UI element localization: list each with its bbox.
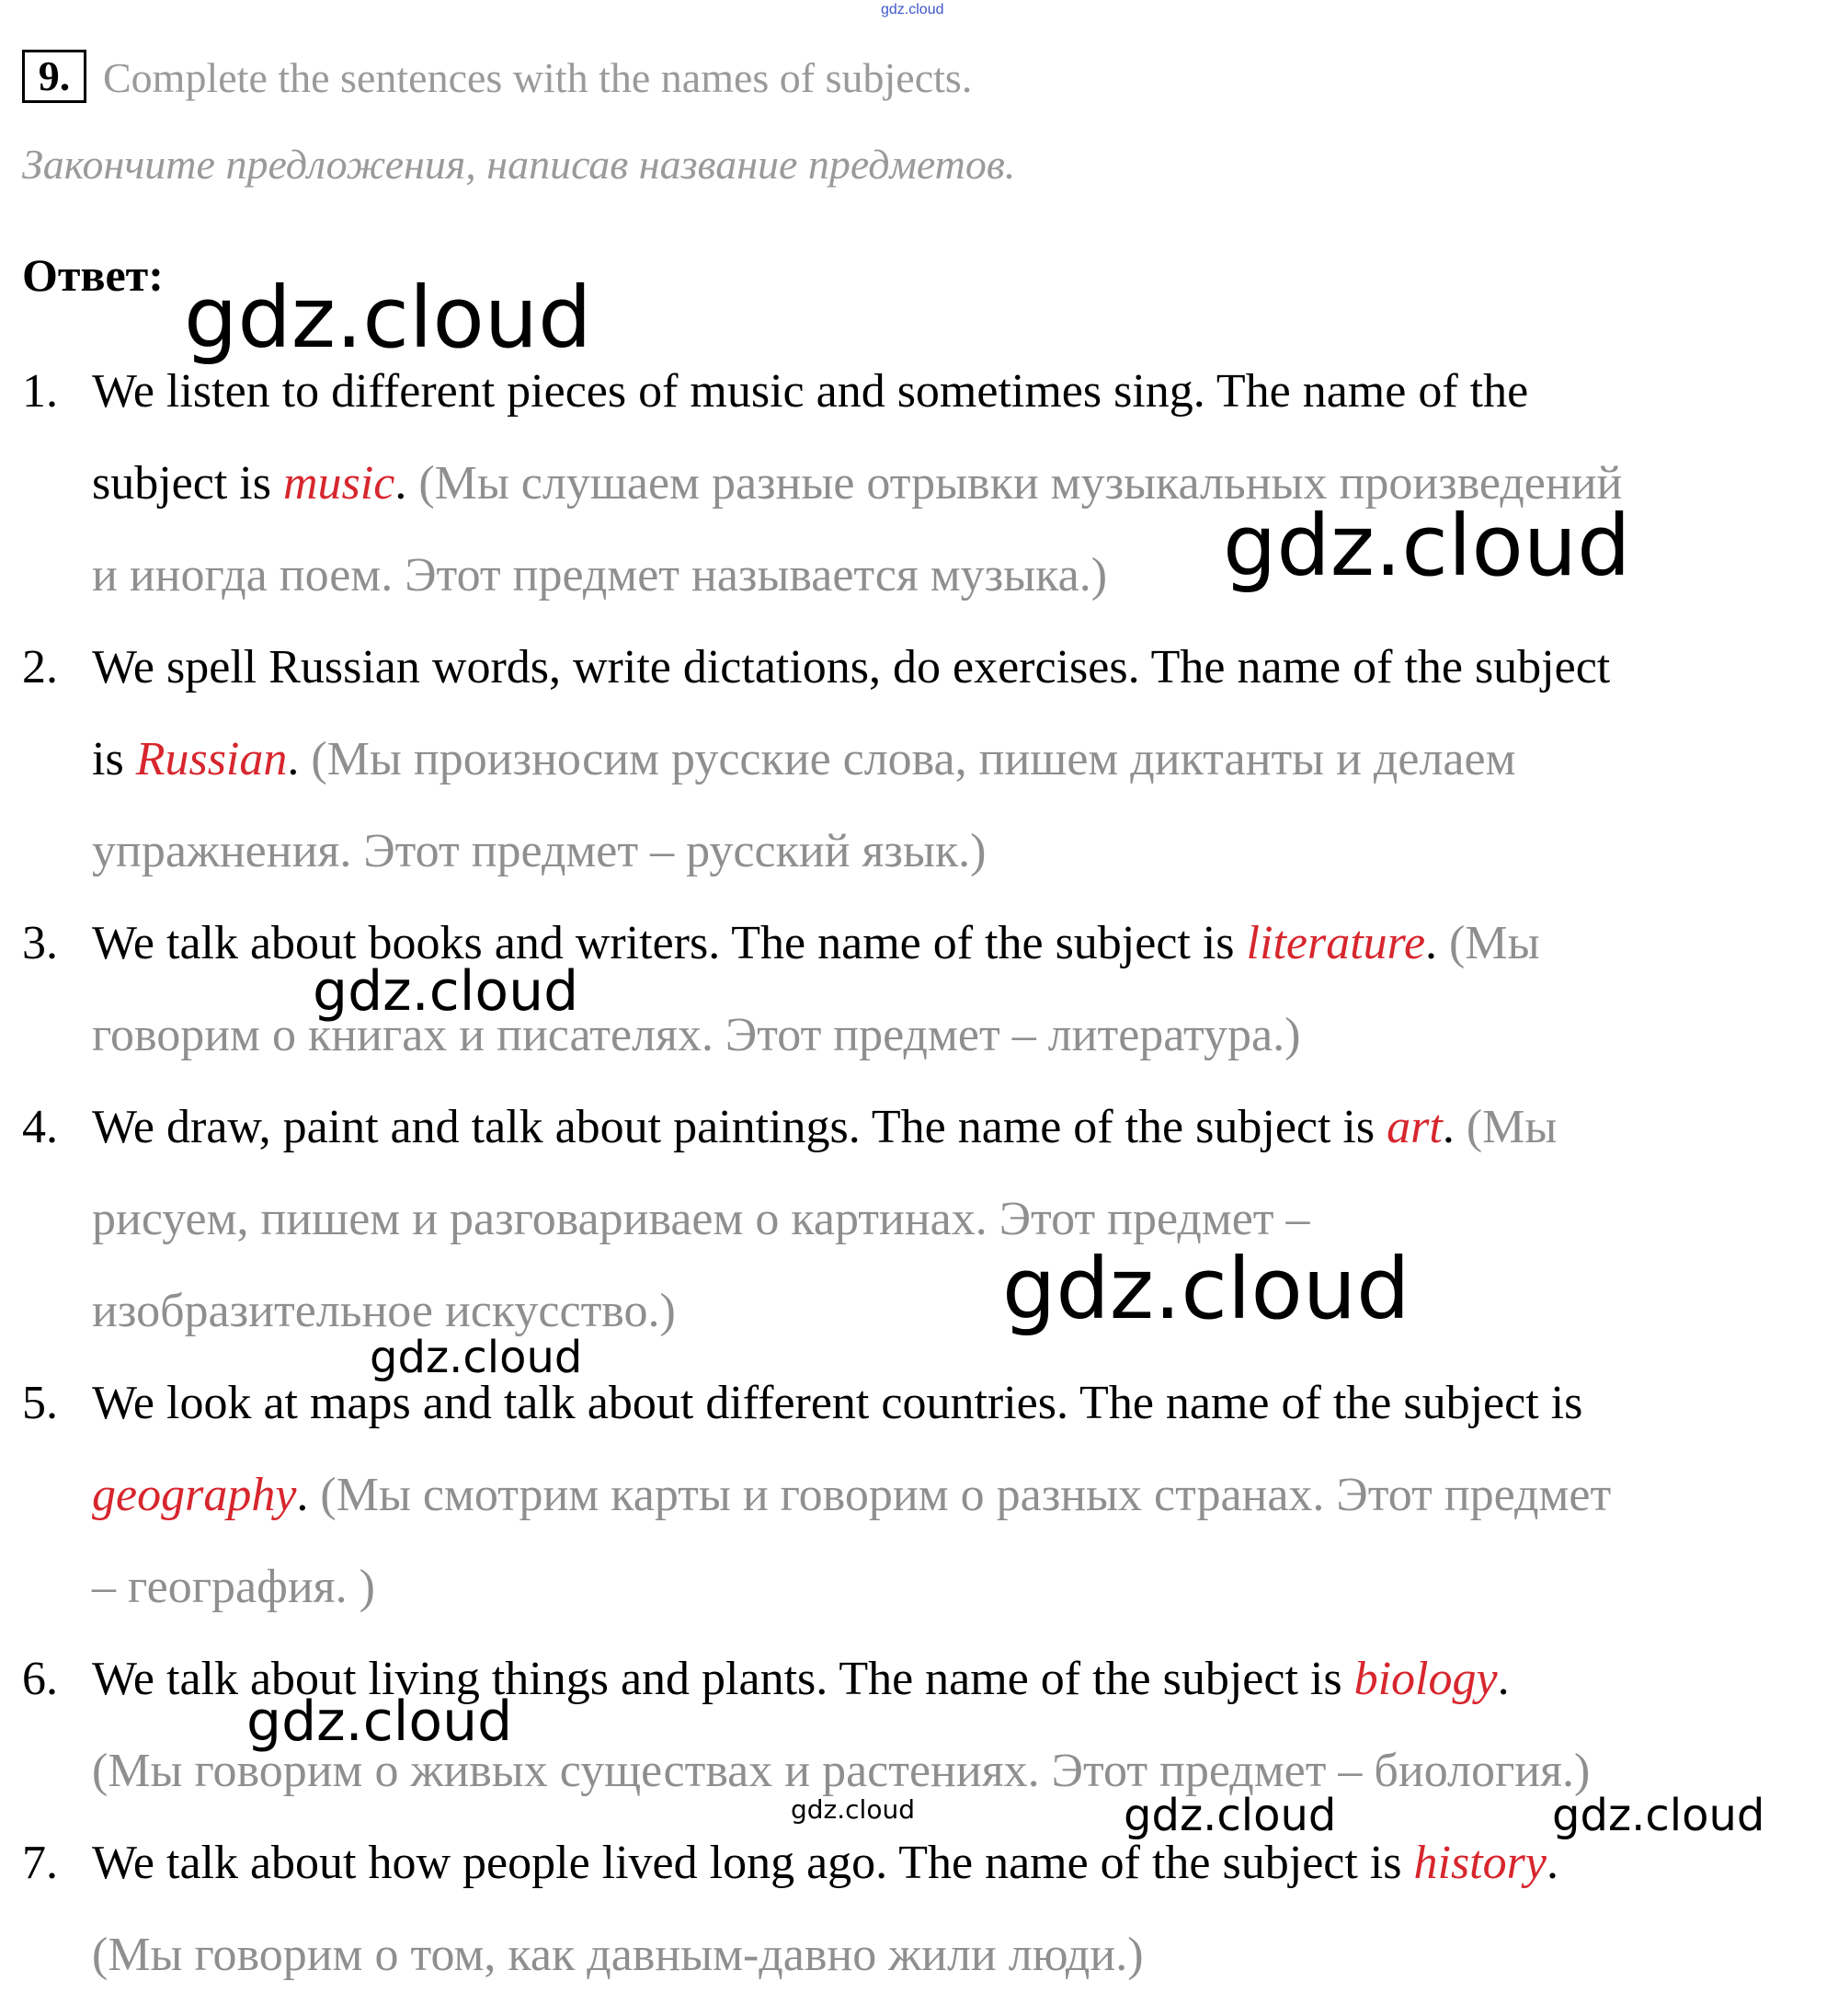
watermark: gdz.cloud [1124,1790,1337,1841]
watermark: gdz.cloud [791,1794,915,1825]
item-translation: (Мы слушаем разные отрывки музыкальных произведений [418,457,1623,510]
answer-word: literature [1246,917,1426,969]
item-translation: говорим о книгах и писателях. Этот предмет – литература.) [92,1009,1301,1061]
item-line [92,1817,1558,1909]
watermark: gdz.cloud [184,269,592,367]
item-line [92,1541,375,1633]
item-line [92,1082,1557,1174]
item-translation: упражнения. Этот предмет – русский язык.) [92,825,987,877]
item-text-en: We talk about how people lived long ago. The name of the subject is [92,1837,1414,1889]
item-number: 4. [22,1101,58,1153]
item-translation: – география. ) [92,1561,375,1613]
item-number: 7. [22,1837,58,1889]
item-line [92,990,1300,1082]
item-punct: . [1442,1101,1467,1153]
answer-word: art [1387,1101,1443,1153]
item-line [92,1357,1582,1449]
item-line [92,1909,1144,2001]
task-number: 9. [22,50,86,103]
item-text-en: We talk about books and writers. The name of the subject is [92,917,1247,969]
task-instruction-ru: Закончите предложения, написав название предметов. [22,141,1016,188]
item-punct: . [1497,1653,1510,1705]
item-translation: (Мы [1449,917,1540,969]
answer-word: Russian [135,733,288,785]
watermark: gdz.cloud [1223,497,1631,595]
item-number: 3. [22,917,58,969]
task-instruction: Complete the sentences with the names of subjects. [103,54,973,101]
item-line [92,622,1610,714]
item-punct: . [1425,917,1450,969]
item-number: 2. [22,641,58,693]
item-punct: . [1546,1837,1558,1889]
item-line [92,714,1515,806]
item-punct: . [394,457,419,510]
answer-word: geography [92,1469,297,1521]
item-text-en: is [92,733,136,785]
item-line [92,898,1540,990]
item-translation: (Мы говорим о том, как давным-давно жили люди.) [92,1929,1144,1981]
item-translation: изобразительное искусство.) [92,1285,676,1337]
item-line [92,1449,1611,1541]
watermark: gdz.cloud [313,959,579,1024]
item-number: 1. [22,365,58,418]
item-translation: рисуем, пишем и разговариваем о картинах. Этот предмет – [92,1193,1310,1245]
item-text-en: We talk about living things and plants. The name of the subject is [92,1653,1354,1705]
watermark: gdz.cloud [246,1690,513,1754]
item-text-en: We look at maps and talk about different countries. The name of the subject is [92,1377,1583,1429]
item-text-en: We listen to different pieces of music and sometimes sing. The name of the [92,365,1529,418]
item-punct: . [296,1469,321,1521]
answer-word: biology [1353,1653,1498,1705]
item-text-en: We draw, paint and talk about paintings. The name of the subject is [92,1101,1387,1153]
item-translation: (Мы смотрим карты и говорим о разных странах. Этот предмет [320,1469,1612,1521]
watermark: gdz.cloud [1002,1240,1410,1338]
item-translation: (Мы говорим о живых существах и растениях. Этот предмет – биология.) [92,1745,1591,1797]
item-number: 6. [22,1653,58,1705]
watermark-top: gdz.cloud [881,2,944,17]
item-punct: . [287,733,312,785]
item-text-en: subject is [92,457,283,510]
answer-word: music [282,457,395,510]
item-number: 5. [22,1377,58,1429]
item-translation: (Мы произносим русские слова, пишем диктанты и делаем [311,733,1516,785]
watermark: gdz.cloud [1552,1790,1765,1841]
item-line [92,530,1107,622]
item-translation: и иногда поем. Этот предмет называется музыка.) [92,549,1108,601]
item-line [92,806,987,898]
item-translation: (Мы [1466,1101,1558,1153]
item-text-en: We spell Russian words, write dictations, do exercises. The name of the subject [92,641,1611,693]
answer-label: Ответ: [22,249,164,301]
answer-word: history [1413,1837,1547,1889]
watermark: gdz.cloud [370,1332,583,1383]
